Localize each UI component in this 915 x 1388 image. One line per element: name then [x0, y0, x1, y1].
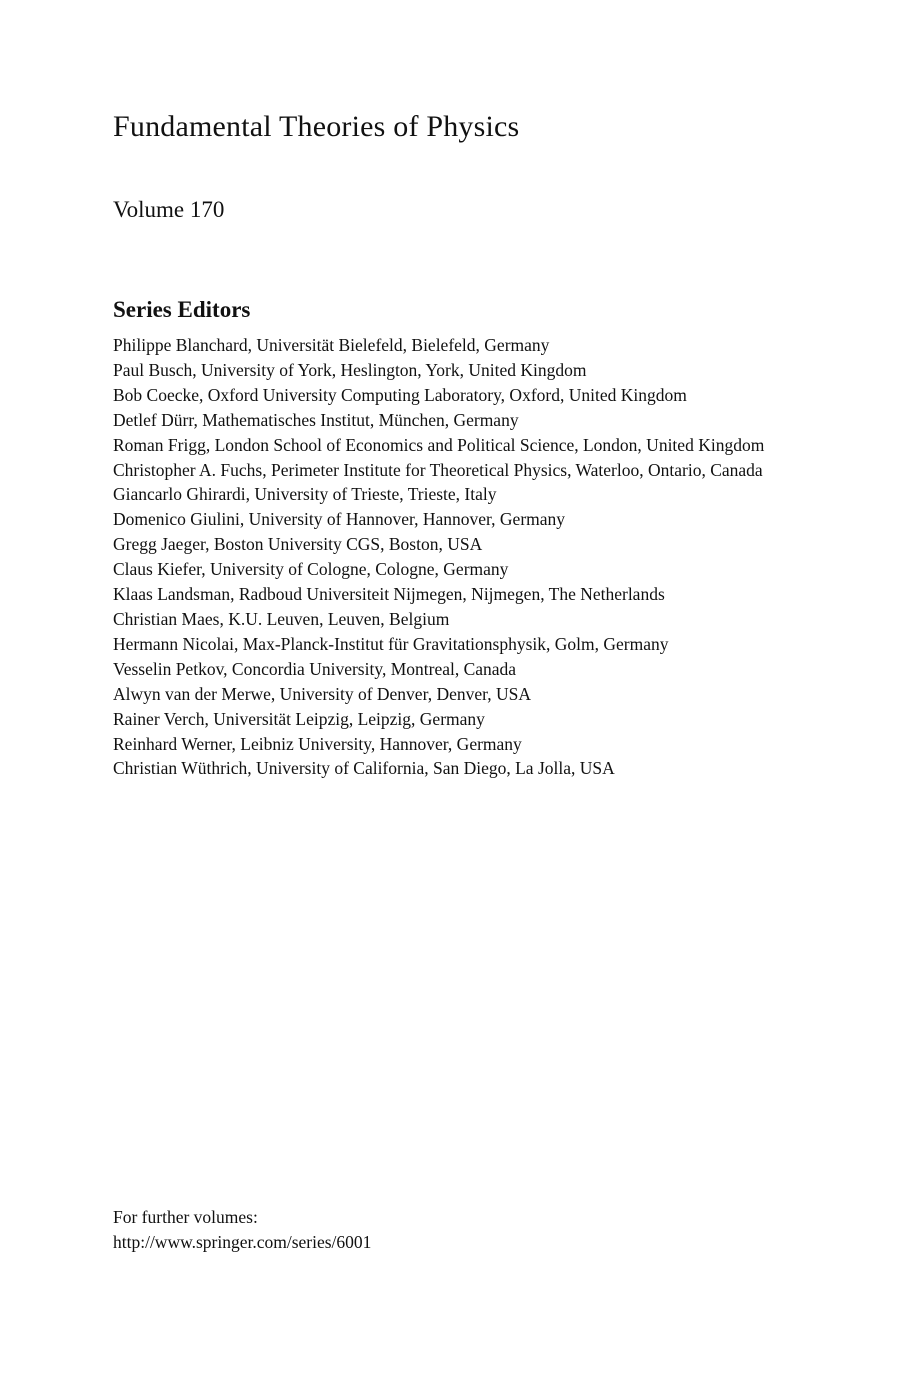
series-editors-list — [113, 333, 873, 781]
editor-entry: Paul Busch, University of York, Heslington, York, United Kingdom — [113, 359, 587, 380]
series-title: Fundamental Theories of Physics — [113, 110, 520, 143]
editor-entry: Bob Coecke, Oxford University Computing Laboratory, Oxford, United Kingdom — [113, 384, 687, 405]
editor-entry: Philippe Blanchard, Universität Bielefeld, Bielefeld, Germany — [113, 335, 550, 355]
editor-entry: Rainer Verch, Universität Leipzig, Leipzig, Germany — [113, 708, 485, 729]
editor-entry: Reinhard Werner, Leibniz University, Hannover, Germany — [113, 733, 522, 754]
editor-entry: Claus Kiefer, University of Cologne, Cologne, Germany — [113, 559, 509, 580]
editor-entry: Hermann Nicolai, Max-Planck-Institut für Gravitationsphysik, Golm, Germany — [113, 633, 669, 654]
series-url: http://www.springer.com/series/6001 — [113, 1232, 372, 1252]
series-editors-heading: Series Editors — [113, 297, 251, 322]
editor-entry: Roman Frigg, London School of Economics and Political Science, London, United Kingdom — [113, 434, 765, 455]
editor-entry: Christian Wüthrich, University of California, San Diego, La Jolla, USA — [113, 758, 615, 779]
editor-entry: Domenico Giulini, University of Hannover, Hannover, Germany — [113, 509, 566, 530]
editor-entry: Christian Maes, K.U. Leuven, Leuven, Belgium — [113, 608, 450, 629]
editor-entry: Gregg Jaeger, Boston University CGS, Boston, USA — [113, 534, 483, 555]
editor-entry: Alwyn van der Merwe, University of Denver, Denver, USA — [113, 683, 532, 704]
further-volumes-note — [113, 1205, 371, 1255]
editor-entry: Christopher A. Fuchs, Perimeter Institute for Theoretical Physics, Waterloo, Ontario, Canada — [113, 459, 763, 480]
volume-label: Volume 170 — [113, 197, 225, 222]
further-volumes-label: For further volumes: — [113, 1207, 258, 1227]
editor-entry: Klaas Landsman, Radboud Universiteit Nijmegen, Nijmegen, The Netherlands — [113, 584, 665, 605]
editor-entry: Vesselin Petkov, Concordia University, Montreal, Canada — [113, 658, 517, 679]
editor-entry: Detlef Dürr, Mathematisches Institut, München, Germany — [113, 409, 519, 430]
editor-entry: Giancarlo Ghirardi, University of Trieste, Trieste, Italy — [113, 484, 497, 505]
